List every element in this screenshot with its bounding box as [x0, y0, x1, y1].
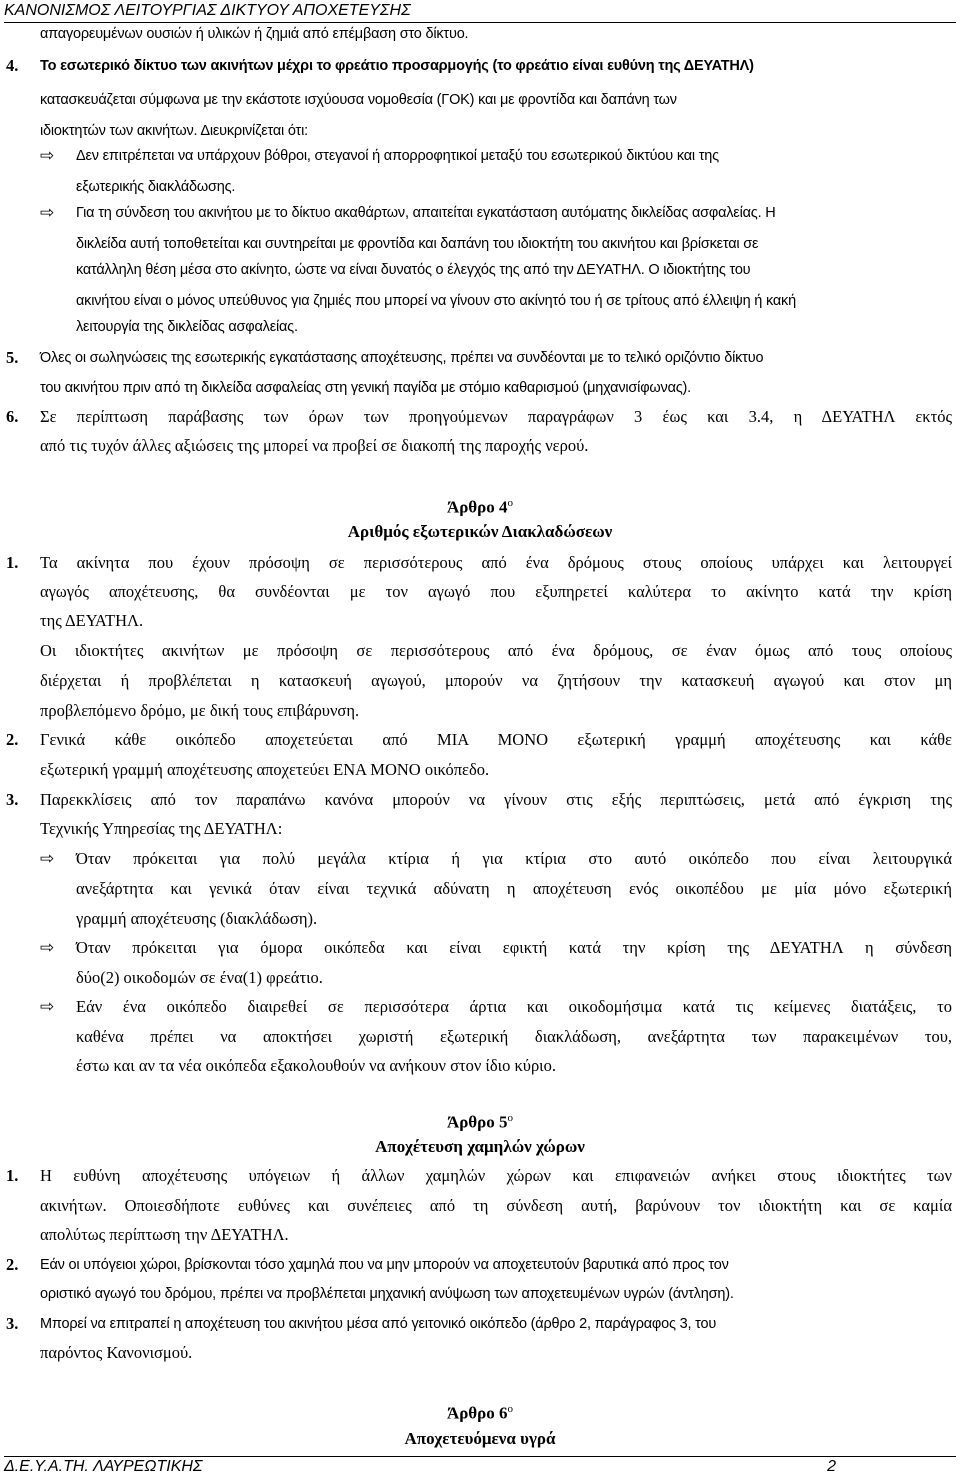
- article-4-title: [0, 492, 960, 519]
- p4-b2-line-5: λειτουργία της δικλείδας ασφαλείας.: [76, 319, 298, 335]
- article-5-title: [0, 1107, 960, 1134]
- header-title: ΚΑΝΟΝΙΣΜΟΣ ΛΕΙΤΟΥΡΓΙΑΣ ΔΙΚΤΥΟΥ ΑΠΟΧΕΤΕΥΣΗΣ: [4, 2, 411, 19]
- article-5-subtitle: Αποχέτευση χαμηλών χώρων: [375, 1137, 585, 1156]
- arrow-bullet-icon: ⇨: [40, 938, 55, 958]
- article-4-title-text: Άρθρο 4: [446, 497, 508, 517]
- p4-line: [40, 55, 952, 77]
- a4p3-b3-line-2: καθένα πρέπει να αποκτήσει χωριστή εξωτερική διακλάδωση, ανεξάρτητα των παρακειμένων του,: [76, 1027, 952, 1046]
- page-number: 2: [827, 1458, 836, 1475]
- p5-line-1: Όλες οι σωληνώσεις της εσωτερικής εγκατάστασης αποχέτευσης, πρέπει να συνδέονται με το τελικό οριζόντιο δίκτυο: [40, 350, 764, 366]
- p4-b2-line-4: ακινήτου είναι ο μόνος υπεύθυνος για ζημιές που μπορεί να γίνουν στο ακίνητό του ή σε τρίτους από έλλειψη ή κακή: [76, 293, 796, 309]
- a4p3-b1-line-2: ανεξάρτητα και γενικά όταν είναι τεχνικά αδύνατη η αποχέτευση ενός οικοπέδου με μία μόνο εξωτερική: [76, 879, 952, 898]
- p4-b2-line-1: Για τη σύνδεση του ακινήτου με το δίκτυο ακαθάρτων, απαιτείται εγκατάσταση αυτόματης δικλείδας ασφαλείας. Η: [76, 205, 776, 221]
- article-5-title-text: Άρθρο 5: [446, 1112, 508, 1132]
- p5-line-2: του ακινήτου πριν από τη δικλείδα ασφαλείας στη γενική παγίδα με στόμιο καθαρισμού (μηχανισίφωνας).: [40, 380, 692, 396]
- a5p2-line-1: Εάν οι υπόγειοι χώροι, βρίσκονται τόσο χαμηλά που να μην μπορούν να αποχετευτούν βαρυτικά από προς τον: [40, 1257, 729, 1273]
- a4p3-b3-line-3: έστω και αν τα νέα οικόπεδα εξακολουθούν να ανήκουν στον ίδιο κύριο.: [76, 1056, 556, 1075]
- page-header: [4, 0, 956, 23]
- p5-number: 5.: [6, 348, 19, 367]
- p4-b1-line-1: Δεν επιτρέπεται να υπάρχουν βόθροι, στεγανοί ή απορροφητικοί μεταξύ του εσωτερικού δικτύου και της: [76, 148, 719, 164]
- a4p3-b1-line-1: Όταν πρόκειται για πολύ μεγάλα κτίρια ή για κτίρια στο αυτό οικόπεδο που είναι λειτουργικά: [76, 849, 952, 868]
- a4p1-line-6: προβλεπόμενο δρόμο, με δική τους επιβάρυνση.: [40, 701, 360, 720]
- a4p1-line-3: της ΔΕΥΑΤΗΛ.: [40, 611, 144, 630]
- footer-org: Δ.Ε.Υ.Α.ΤΗ. ΛΑΥΡΕΩΤΙΚΗΣ: [4, 1458, 203, 1475]
- p6-number: 6.: [6, 407, 19, 426]
- article-6-subtitle: Αποχετευόμενα υγρά: [404, 1429, 556, 1448]
- a5p3-line-1: Μπορεί να επιτραπεί η αποχέτευση του ακινήτου μέσα από γειτονικό οικόπεδο (άρθρο 2, παράγραφος 3, του: [40, 1316, 717, 1332]
- article-6-title: [0, 1398, 960, 1425]
- a4p3-b2-line-2: δύο(2) οικοδομών σε ένα(1) φρεάτιο.: [76, 968, 323, 987]
- p4-line-2: κατασκευάζεται σύμφωνα με την εκάστοτε ισχύουσα νομοθεσία (ΓΟΚ) και με φροντίδα και δαπάνη των: [40, 92, 677, 108]
- arrow-bullet-icon: ⇨: [40, 997, 55, 1017]
- arrow-bullet-icon: ⇨: [40, 849, 55, 869]
- arrow-bullet-icon: ⇨: [40, 146, 55, 166]
- p4-b1-line-2: εξωτερικής διακλάδωσης.: [76, 179, 236, 195]
- a5p2-line-2: οριστικό αγωγό του δρόμου, πρέπει να προβλέπεται μηχανική ανύψωση των αποχετευμένων υγρών (άντληση).: [40, 1286, 734, 1302]
- a4p1-line-2: αγωγός αποχέτευσης, θα συνδέονται με τον αγωγό που εξυπηρετεί καλύτερα το ακίνητο κατά την κρίση: [40, 582, 952, 601]
- a4p3-b3-line-1: Εάν ένα οικόπεδο διαιρεθεί σε περισσότερα άρτια και οικοδομήσιμα κατά τις κείμενες διατάξεις, το: [76, 997, 952, 1016]
- a4p1-line-1: Τα ακίνητα που έχουν πρόσοψη σε περισσότερους από ένα δρόμους στους οποίους υπάρχει και λειτουργεί: [40, 553, 952, 572]
- a4p1-line-4: Οι ιδιοκτήτες ακινήτων με πρόσοψη σε περισσότερους από ένα δρόμους, σε έναν όμως από τους οποίους: [40, 641, 952, 660]
- p4-line-3: ιδιοκτητών των ακινήτων. Διευκρινίζεται ότι:: [40, 123, 308, 139]
- a5p1-line-1: Η ευθύνη αποχέτευσης υπόγειων ή άλλων χαμηλών χώρων και επιφανειών ανήκει στους ιδιοκτήτες των: [40, 1166, 952, 1185]
- a5p2-number: 2.: [6, 1255, 19, 1274]
- a4p3-line-2: Τεχνικής Υπηρεσίας της ΔΕΥΑΤΗΛ:: [40, 819, 283, 838]
- a5p3-number: 3.: [6, 1314, 19, 1333]
- p4-b2-line-3: κατάλληλη θέση μέσα στο ακίνητο, ώστε να είναι δυνατός ο έλεγχός της από την ΔΕΥΑΤΗΛ. Ο ιδιοκτήτης του: [76, 262, 751, 278]
- a5p1-line-2: ακινήτων. Οποιεσδήποτε ευθύνες και συνέπειες από τη σύνδεση αυτή, βαρύνουν τον ιδιοκτήτη και σε καμία: [40, 1196, 952, 1215]
- page-footer: [4, 1456, 956, 1477]
- intro-line: απαγορευμένων ουσιών ή υλικών ή ζημιά από επέμβαση στο δίκτυο.: [40, 26, 469, 42]
- a4p1-line-5: διέρχεται ή προβλέπεται η κατασκευή αγωγού, μπορούν να ζητήσουν την κατασκευή αγωγού και στον μη: [40, 671, 952, 690]
- a4p3-number: 3.: [6, 790, 19, 809]
- article-6-title-text: Άρθρο 6: [446, 1403, 508, 1423]
- arrow-bullet-icon: ⇨: [40, 203, 55, 223]
- a5p1-line-3: απολύτως περίπτωση την ΔΕΥΑΤΗΛ.: [40, 1225, 289, 1244]
- article-4-sup: ο: [507, 497, 514, 509]
- a5p1-number: 1.: [6, 1166, 19, 1185]
- a4p3-b1-line-3: γραμμή αποχέτευσης (διακλάδωση).: [76, 909, 318, 928]
- a4p2-line-2: εξωτερική γραμμή αποχέτευσης αποχετεύει ΕΝΑ ΜΟΝΟ οικόπεδο.: [40, 760, 490, 779]
- a4p3-line-1: Παρεκκλίσεις από τον παραπάνω κανόνα μπορούν να γίνουν στις εξής περιπτώσεις, μετά από έγκριση της: [40, 790, 952, 809]
- article-4-subtitle: Αριθμός εξωτερικών Διακλαδώσεων: [347, 522, 613, 541]
- article-5-sup: ο: [507, 1112, 514, 1124]
- article-6-sup: ο: [507, 1403, 514, 1415]
- a4p2-number: 2.: [6, 730, 19, 749]
- p4-line-1: Το εσωτερικό δίκτυο των ακινήτων μέχρι το φρεάτιο προσαρμογής (το φρεάτιο είναι ευθύνη της ΔΕΥΑΤΗΛ): [40, 58, 754, 74]
- p4-number: 4.: [6, 56, 19, 75]
- a4p3-b2-line-1: Όταν πρόκειται για όμορα οικόπεδα και είναι εφικτή κατά την κρίση της ΔΕΥΑΤΗΛ η σύνδεση: [76, 938, 952, 957]
- p6-line-1: Σε περίπτωση παράβασης των όρων των προηγούμενων παραγράφων 3 έως και 3.4, η ΔΕΥΑΤΗΛ εκτός: [40, 407, 952, 426]
- a5p3-line-2: παρόντος Κανονισμού.: [40, 1343, 193, 1362]
- p4-b2-line-2: δικλείδα αυτή τοποθετείται και συντηρείται με φροντίδα και δαπάνη του ιδιοκτήτη του ακινήτου και βρίσκεται σε: [76, 236, 759, 252]
- a4p2-line-1: Γενικά κάθε οικόπεδο αποχετεύεται από ΜΙΑ ΜΟΝΟ εξωτερική γραμμή αποχέτευσης και κάθε: [40, 730, 952, 749]
- a4p1-number: 1.: [6, 553, 19, 572]
- p6-line-2: από τις τυχόν άλλες αξιώσεις της μπορεί να προβεί σε διακοπή της παροχής νερού.: [40, 436, 589, 455]
